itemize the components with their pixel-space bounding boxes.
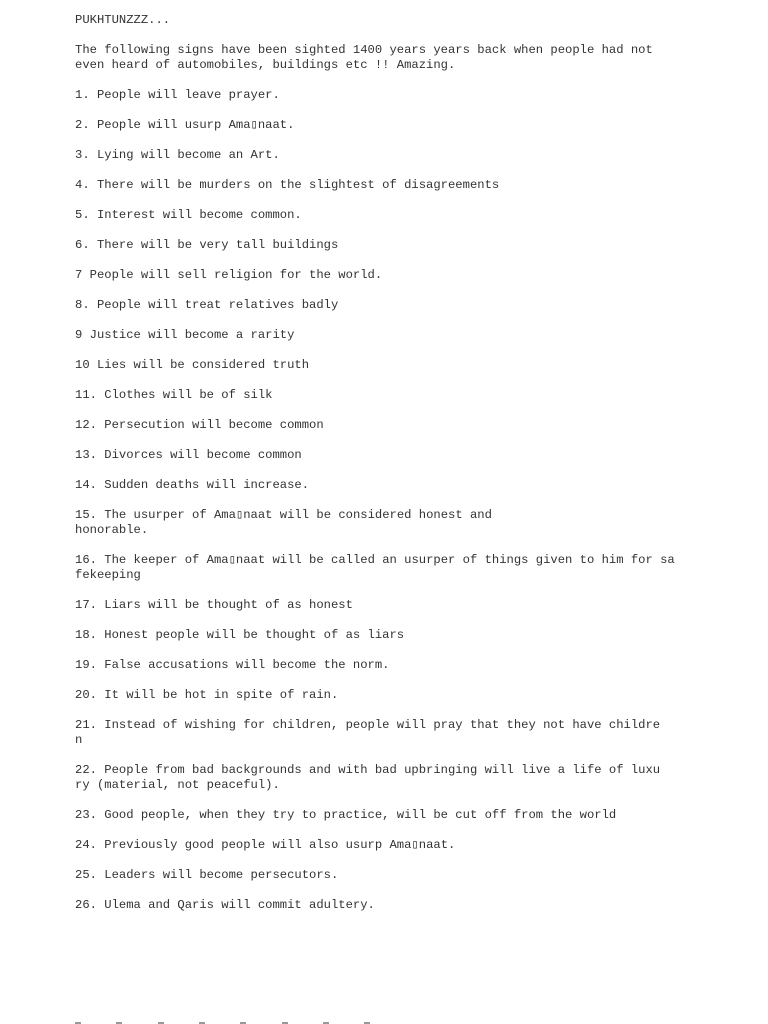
- list-item-line: 2. People will usurp Ama▯naat.: [75, 118, 295, 132]
- document-title: PUKHTUNZZZ...: [75, 13, 171, 27]
- list-item-line: 15. The usurper of Ama▯naat will be considered honest and: [75, 508, 492, 522]
- list-item-line: 14. Sudden deaths will increase.: [75, 478, 310, 492]
- list-item-line: 3. Lying will become an Art.: [75, 148, 280, 162]
- list-item-line: 24. Previously good people will also usurp Ama▯naat.: [75, 838, 456, 852]
- signs-list: [75, 88, 695, 913]
- list-item: [75, 418, 695, 433]
- list-item: [75, 763, 695, 793]
- list-item: [75, 358, 695, 373]
- list-item-line: 10 Lies will be considered truth: [75, 358, 310, 372]
- list-item-line: 16. The keeper of Ama▯naat will be called an usurper of things given to him for sa: [75, 553, 675, 567]
- list-item: [75, 328, 695, 343]
- list-item-line: 5. Interest will become common.: [75, 208, 302, 222]
- list-item: [75, 898, 695, 913]
- list-item: [75, 478, 695, 493]
- document-page: [75, 13, 695, 928]
- list-item: [75, 868, 695, 883]
- list-item: [75, 688, 695, 703]
- list-item-line: 12. Persecution will become common: [75, 418, 324, 432]
- list-item-line: 6. There will be very tall buildings: [75, 238, 339, 252]
- list-item-line: 21. Instead of wishing for children, people will pray that they not have childre: [75, 718, 661, 732]
- list-item: [75, 178, 695, 193]
- list-item-line: 1. People will leave prayer.: [75, 88, 280, 102]
- list-item-line: 8. People will treat relatives badly: [75, 298, 339, 312]
- list-item: [75, 808, 695, 823]
- intro-line: even heard of automobiles, buildings etc !! Amazing.: [75, 58, 456, 72]
- list-item: [75, 298, 695, 313]
- list-item-line: 18. Honest people will be thought of as liars: [75, 628, 405, 642]
- list-item-line: 7 People will sell religion for the world.: [75, 268, 383, 282]
- list-item-line: fekeeping: [75, 568, 141, 582]
- list-item-line: 19. False accusations will become the norm.: [75, 658, 390, 672]
- list-item: [75, 508, 695, 538]
- list-item: [75, 658, 695, 673]
- list-item-line: 26. Ulema and Qaris will commit adultery.: [75, 898, 375, 912]
- list-item: [75, 628, 695, 643]
- list-item-line: honorable.: [75, 523, 149, 537]
- list-item: [75, 148, 695, 163]
- list-item-line: 25. Leaders will become persecutors.: [75, 868, 339, 882]
- list-item: [75, 448, 695, 463]
- list-item-line: 20. It will be hot in spite of rain.: [75, 688, 339, 702]
- list-item: [75, 838, 695, 853]
- list-item-line: ry (material, not peaceful).: [75, 778, 280, 792]
- list-item-line: 9 Justice will become a rarity: [75, 328, 295, 342]
- list-item: [75, 718, 695, 748]
- list-item: [75, 598, 695, 613]
- intro-paragraph: [75, 43, 695, 73]
- list-item-line: 17. Liars will be thought of as honest: [75, 598, 353, 612]
- next-page-fragment: [75, 1016, 695, 1024]
- list-item-line: n: [75, 733, 83, 747]
- intro-line: The following signs have been sighted 1400 years years back when people had not: [75, 43, 653, 57]
- list-item: [75, 208, 695, 223]
- list-item: [75, 88, 695, 103]
- list-item-line: 22. People from bad backgrounds and with bad upbringing will live a life of luxu: [75, 763, 661, 777]
- list-item-line: 23. Good people, when they try to practice, will be cut off from the world: [75, 808, 617, 822]
- list-item: [75, 268, 695, 283]
- list-item: [75, 553, 695, 583]
- list-item-line: 13. Divorces will become common: [75, 448, 302, 462]
- list-item: [75, 238, 695, 253]
- list-item: [75, 118, 695, 133]
- list-item: [75, 388, 695, 403]
- list-item-line: 11. Clothes will be of silk: [75, 388, 273, 402]
- list-item-line: 4. There will be murders on the slightest of disagreements: [75, 178, 500, 192]
